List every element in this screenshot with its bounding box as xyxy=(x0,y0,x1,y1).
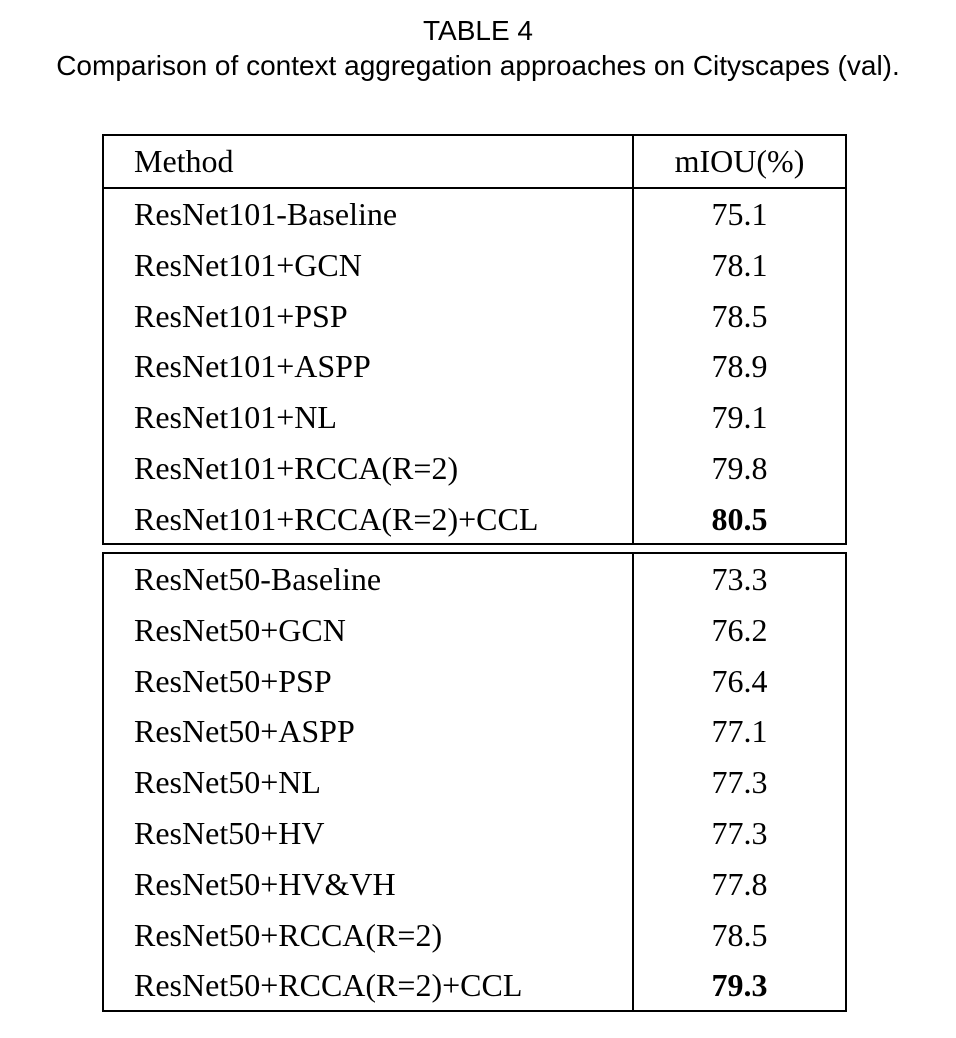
miou-cell: 77.1 xyxy=(711,713,768,750)
miou-cell: 78.1 xyxy=(711,246,768,283)
table-row xyxy=(104,341,845,392)
miou-cell: 79.3 xyxy=(711,967,768,1004)
method-cell: ResNet50+HV&VH xyxy=(134,865,396,902)
header-method: Method xyxy=(134,143,234,179)
method-cell: ResNet101-Baseline xyxy=(134,196,398,232)
header-row xyxy=(104,136,845,187)
table-row xyxy=(104,859,845,910)
table-header xyxy=(102,134,847,189)
table-row xyxy=(104,494,845,545)
miou-cell: 76.4 xyxy=(711,662,768,699)
table-row xyxy=(104,392,845,443)
method-cell: ResNet101+ASPP xyxy=(134,348,371,385)
miou-cell: 76.2 xyxy=(711,611,768,648)
method-cell: ResNet101+RCCA(R=2)+CCL xyxy=(134,500,539,537)
table-row xyxy=(104,554,845,605)
table-caption: Comparison of context aggregation approaches on Cityscapes (val). xyxy=(56,50,900,81)
method-cell: ResNet50+ASPP xyxy=(134,713,355,750)
miou-cell: 77.3 xyxy=(711,764,768,801)
table-row xyxy=(104,910,845,961)
miou-cell: 73.3 xyxy=(711,561,768,597)
method-cell: ResNet101+NL xyxy=(134,399,337,436)
method-cell: ResNet50+RCCA(R=2) xyxy=(134,916,443,953)
method-cell: ResNet50+RCCA(R=2)+CCL xyxy=(134,967,523,1004)
miou-cell: 78.5 xyxy=(711,916,768,953)
table-row xyxy=(104,656,845,707)
miou-cell: 80.5 xyxy=(711,500,768,537)
table-group-resnet50 xyxy=(102,552,847,1012)
method-cell: ResNet50-Baseline xyxy=(134,561,382,597)
method-cell: ResNet50+HV xyxy=(134,815,325,851)
method-cell: ResNet101+GCN xyxy=(134,246,362,283)
table-row xyxy=(104,240,845,291)
table-row xyxy=(104,757,845,808)
table-row xyxy=(104,808,845,859)
method-cell: ResNet101+PSP xyxy=(134,297,348,334)
method-cell: ResNet50+PSP xyxy=(134,662,332,699)
method-cell: ResNet101+RCCA(R=2) xyxy=(134,450,459,486)
miou-cell: 79.1 xyxy=(711,399,768,436)
table-row xyxy=(104,189,845,240)
table-row xyxy=(104,443,845,494)
method-cell: ResNet50+NL xyxy=(134,764,321,801)
method-cell: ResNet50+GCN xyxy=(134,611,346,648)
miou-cell: 75.1 xyxy=(711,196,768,232)
miou-cell: 77.3 xyxy=(711,815,768,851)
header-miou: mIOU(%) xyxy=(674,143,805,179)
table-group-resnet101 xyxy=(102,187,847,545)
table-row xyxy=(104,605,845,656)
miou-cell: 79.8 xyxy=(711,450,768,486)
table-label: TABLE 4 xyxy=(423,15,533,46)
table-row xyxy=(104,291,845,342)
table-row xyxy=(104,706,845,757)
table-row xyxy=(104,960,845,1011)
miou-cell: 78.9 xyxy=(711,348,768,385)
miou-cell: 78.5 xyxy=(711,297,768,334)
miou-cell: 77.8 xyxy=(711,865,768,902)
